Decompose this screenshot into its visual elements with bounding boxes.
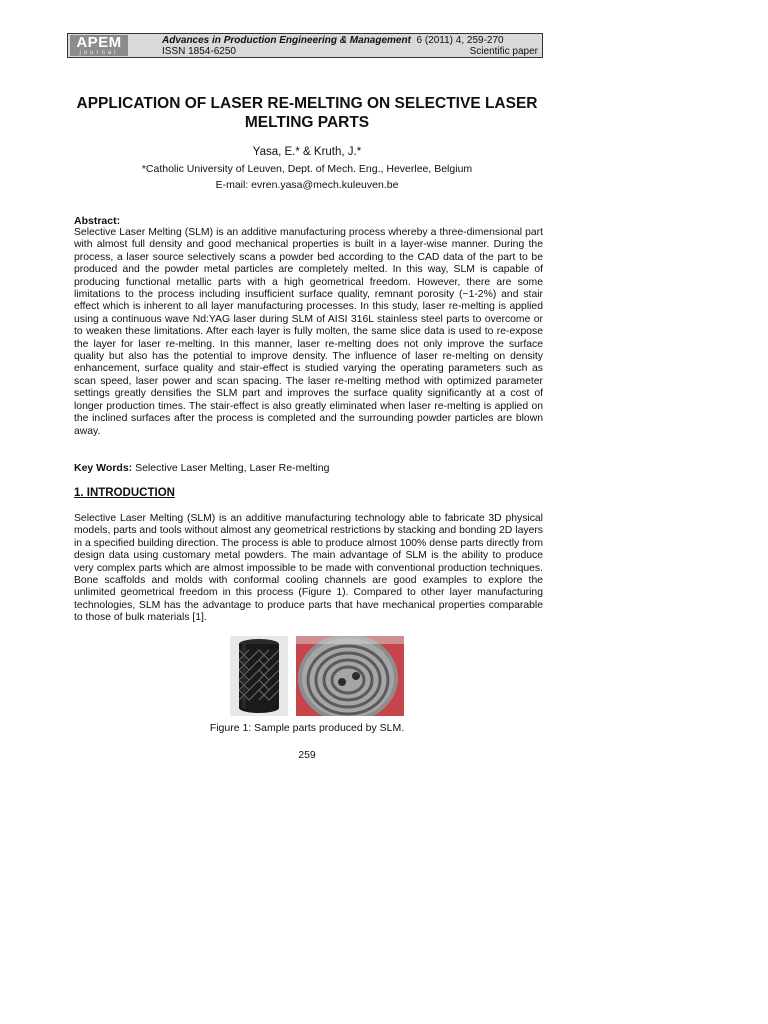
abstract-heading: Abstract:: [74, 215, 121, 227]
logo-subtext: journal: [79, 50, 119, 56]
figure-caption: Figure 1: Sample parts produced by SLM.: [209, 722, 405, 734]
section-heading-introduction: 1. INTRODUCTION: [74, 487, 175, 499]
logo-text: APEM: [76, 34, 122, 51]
abstract-text: Selective Laser Melting (SLM) is an additive manufacturing process whereby a three-dimensional part with almost full density and good mechanical properties is built in a layer-wise manner. During the process, a laser source selectively scans a powder bed according to the CAD data of the part to be produced and the powder metal particles are completely melted. In this way, SLM is capable of producing functional metallic parts with a high geometrical freedom. However, there are some limitations to the process including insufficient surface quality, remnant porosity (~1-2%) and stair effect which is inherent to all layer manufacturing processes. In this study, laser re-melting is applied using a continuous wave Nd:YAG laser during SLM of AISI 316L stainless steel parts to overcome or to weaken these limitations. After each layer is fully molten, the same slice data is used to re-expose the layer for laser re-melting. In this manner, laser re-melting does not only improve the surface quality but also has the potential to improve density. The influence of laser re-melting on density enhancement, surface quality and stair-effect is studied varying the operating parameters such as scan speed, laser power and scan spacing. The laser re-melting method with optimized parameter settings greatly densifies the SLM part and improves the surface quality significantly at a cost of longer production times. The stair-effect is also greatly eliminated when laser re-melting is applied on the inclined surfaces after the process is completed and the surrounding powder particles are blown away.: [74, 227, 543, 437]
paper-type: Scientific paper: [469, 46, 538, 57]
journal-issn: ISSN 1854-6250: [162, 46, 236, 57]
paper-title: APPLICATION OF LASER RE-MELTING ON SELECTIVE LASER MELTING PARTS: [76, 95, 538, 131]
paper-authors: Yasa, E.* & Kruth, J.*: [252, 146, 362, 158]
journal-name: Advances in Production Engineering & Management: [162, 35, 411, 46]
keywords-text: Selective Laser Melting, Laser Re-melting: [132, 462, 330, 474]
journal-header: [67, 33, 543, 58]
paper-affiliation: *Catholic University of Leuven, Dept. of Mech. Eng., Heverlee, Belgium: [141, 163, 473, 175]
introduction-text: Selective Laser Melting (SLM) is an additive manufacturing technology able to fabricate 3D physical models, parts and tools without almost any geometrical restrictions by stacking and bonding 2D layers in a specified building direction. The process is able to produce almost 100% dense parts directly from design data using customary metal powders. The main advantage of SLM is the ability to produce very complex parts which are almost impossible to be made with conventional production techniques. Bone scaffolds and molds with conformal cooling channels are good examples to explore the unlimited geometrical freedom in this process (Figure 1). Compared to other layer manufacturing technologies, SLM has the advantage to produce parts that have mechanical properties comparable to those of bulk materials [1].: [74, 513, 543, 624]
figure-image-scaffold: [230, 636, 288, 716]
keywords-line: [74, 462, 329, 474]
figure-image-mold: [296, 636, 404, 716]
journal-logo: [70, 35, 128, 56]
paper-email: E-mail: evren.yasa@mech.kuleuven.be: [215, 179, 399, 191]
page-number: 259: [298, 749, 316, 761]
journal-title-line: [162, 35, 504, 46]
keywords-label: Key Words:: [74, 462, 133, 474]
journal-volume: 6 (2011) 4, 259-270: [416, 35, 504, 46]
